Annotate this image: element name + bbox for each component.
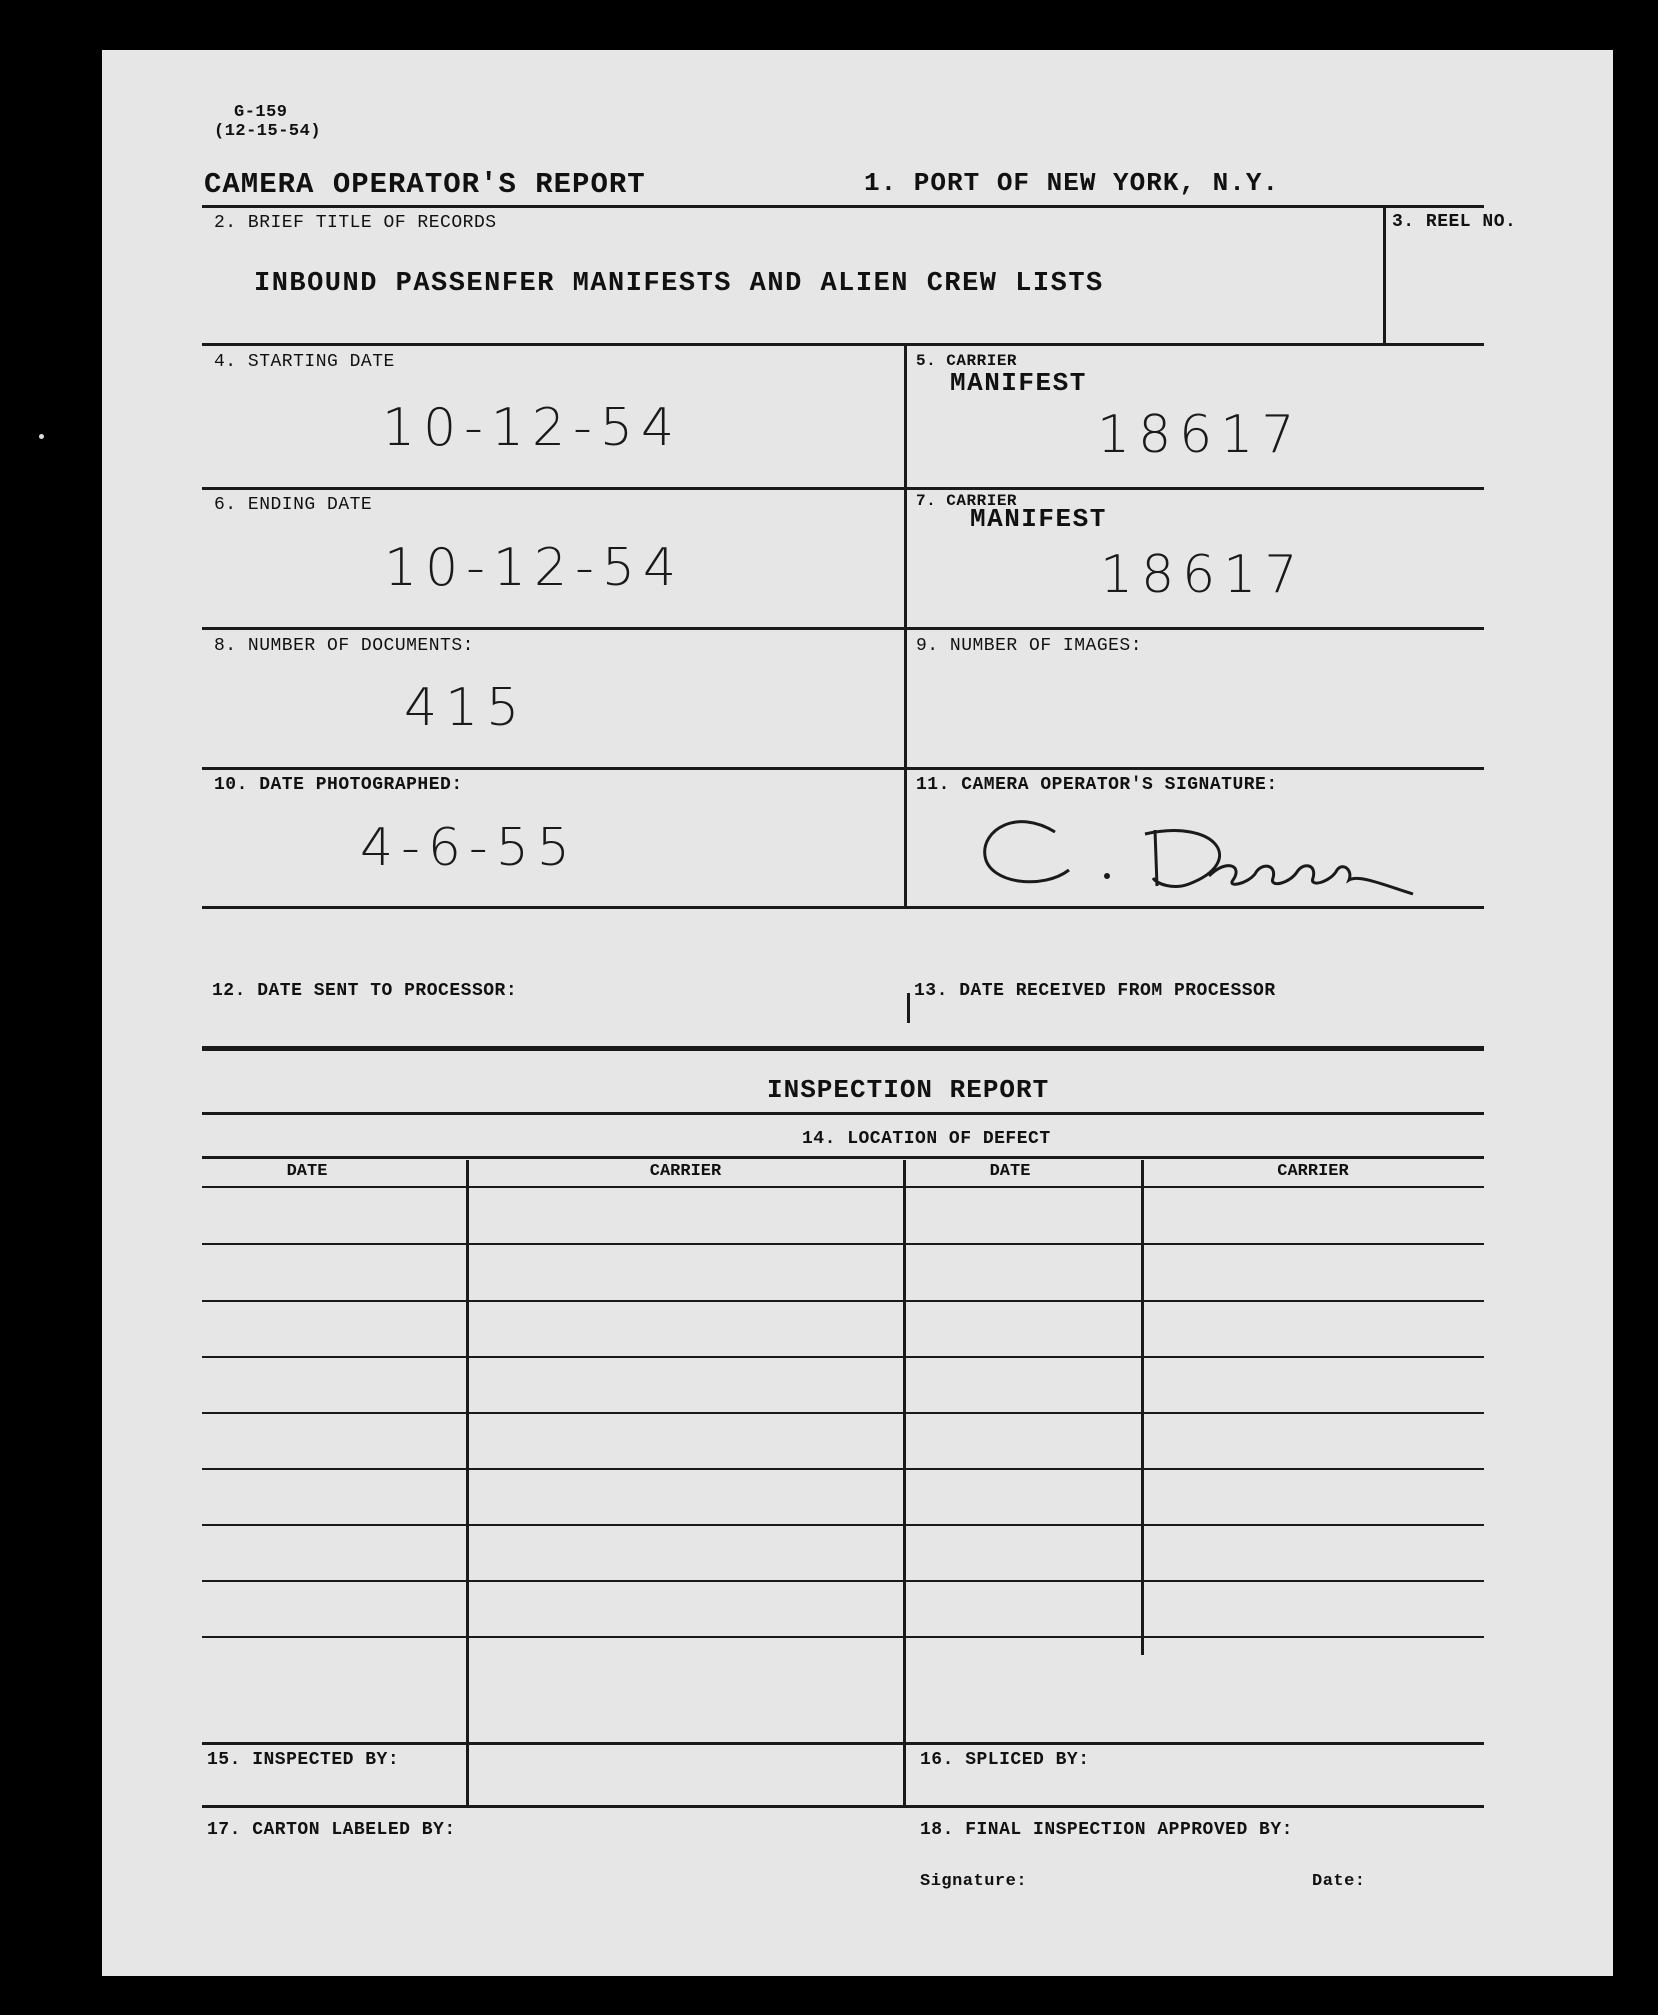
col-head-date-1: DATE <box>286 1162 328 1181</box>
table-rule <box>202 1243 1484 1245</box>
brief-title-value: INBOUND PASSENFER MANIFESTS AND ALIEN CREW LISTS <box>254 269 1104 299</box>
sent-label: 12. DATE SENT TO PROCESSOR: <box>212 981 518 1001</box>
table-rule <box>202 1580 1484 1582</box>
carrier-end-type: MANIFEST <box>970 504 1107 534</box>
col-head-carrier-1: CARRIER <box>649 1162 722 1181</box>
location-label: 14. LOCATION OF DEFECT <box>802 1129 1051 1149</box>
rule-row-10 <box>202 767 1484 770</box>
documents-label: 8. NUMBER OF DOCUMENTS: <box>214 636 474 656</box>
carton-label: 17. CARTON LABELED BY: <box>207 1820 456 1840</box>
ending-date-label: 6. ENDING DATE <box>214 495 373 515</box>
carrier-start-type: MANIFEST <box>950 368 1087 398</box>
rule-row-4 <box>202 343 1484 346</box>
form-revision: (12-15-54) <box>214 122 322 141</box>
rule-row-12 <box>202 906 1484 909</box>
signature-line-label: Signature: <box>920 1872 1028 1891</box>
table-rule <box>202 1356 1484 1358</box>
rule-col-top <box>202 1156 1484 1159</box>
table-rule <box>202 1524 1484 1526</box>
rule-inspection-top <box>202 1046 1484 1051</box>
form-title: CAMERA OPERATOR'S REPORT <box>204 168 646 201</box>
rule-inspection-title <box>202 1112 1484 1115</box>
photographed-value: 4-6-55 <box>360 818 578 878</box>
reel-label: 3. REEL NO. <box>1392 212 1517 232</box>
carrier-end-label: 7. CARRIER <box>916 492 1018 510</box>
date-line-label: Date: <box>1312 1872 1366 1891</box>
final-label: 18. FINAL INSPECTION APPROVED BY: <box>920 1820 1293 1840</box>
received-tick <box>907 993 910 1023</box>
rule-inspected-top <box>202 1742 1484 1745</box>
col-divider-2 <box>903 1160 906 1805</box>
table-rule <box>202 1468 1484 1470</box>
carrier-end-value: 18617 <box>1100 545 1306 605</box>
signature-label: 11. CAMERA OPERATOR'S SIGNATURE: <box>916 775 1278 795</box>
received-label: 13. DATE RECEIVED FROM PROCESSOR <box>914 981 1276 1001</box>
col-divider-1 <box>466 1160 469 1805</box>
carrier-start-value: 18617 <box>1097 405 1303 465</box>
middle-divider <box>904 343 907 908</box>
rule-row-8 <box>202 627 1484 630</box>
table-rule <box>202 1636 1484 1638</box>
form-page <box>102 50 1613 1976</box>
inspection-title: INSPECTION REPORT <box>767 1075 1050 1105</box>
rule-row-6 <box>202 487 1484 490</box>
documents-value: 415 <box>404 678 528 738</box>
form-number: G-159 <box>234 103 288 122</box>
col-head-carrier-2: CARRIER <box>1277 1162 1349 1181</box>
rule-top <box>202 205 1484 208</box>
rule-carton-top <box>202 1805 1484 1808</box>
operator-signature <box>977 800 1417 910</box>
carrier-start-label: 5. CARRIER <box>916 352 1018 370</box>
images-label: 9. NUMBER OF IMAGES: <box>916 636 1143 656</box>
starting-date-label: 4. STARTING DATE <box>214 352 395 372</box>
table-rule <box>202 1412 1484 1414</box>
table-rule <box>202 1300 1484 1302</box>
ending-date-value: 10-12-54 <box>384 538 685 598</box>
photographed-label: 10. DATE PHOTOGRAPHED: <box>214 775 463 795</box>
starting-date-value: 10-12-54 <box>382 398 683 458</box>
col-head-date-2: DATE <box>989 1162 1031 1181</box>
table-rule <box>202 1186 1484 1188</box>
spliced-by-label: 16. SPLICED BY: <box>920 1750 1090 1770</box>
brief-title-label: 2. BRIEF TITLE OF RECORDS <box>214 213 497 233</box>
reel-divider <box>1383 205 1386 344</box>
scan-speck <box>39 434 44 439</box>
inspected-by-label: 15. INSPECTED BY: <box>207 1750 400 1770</box>
port-field: 1. PORT OF NEW YORK, N.Y. <box>864 168 1280 198</box>
